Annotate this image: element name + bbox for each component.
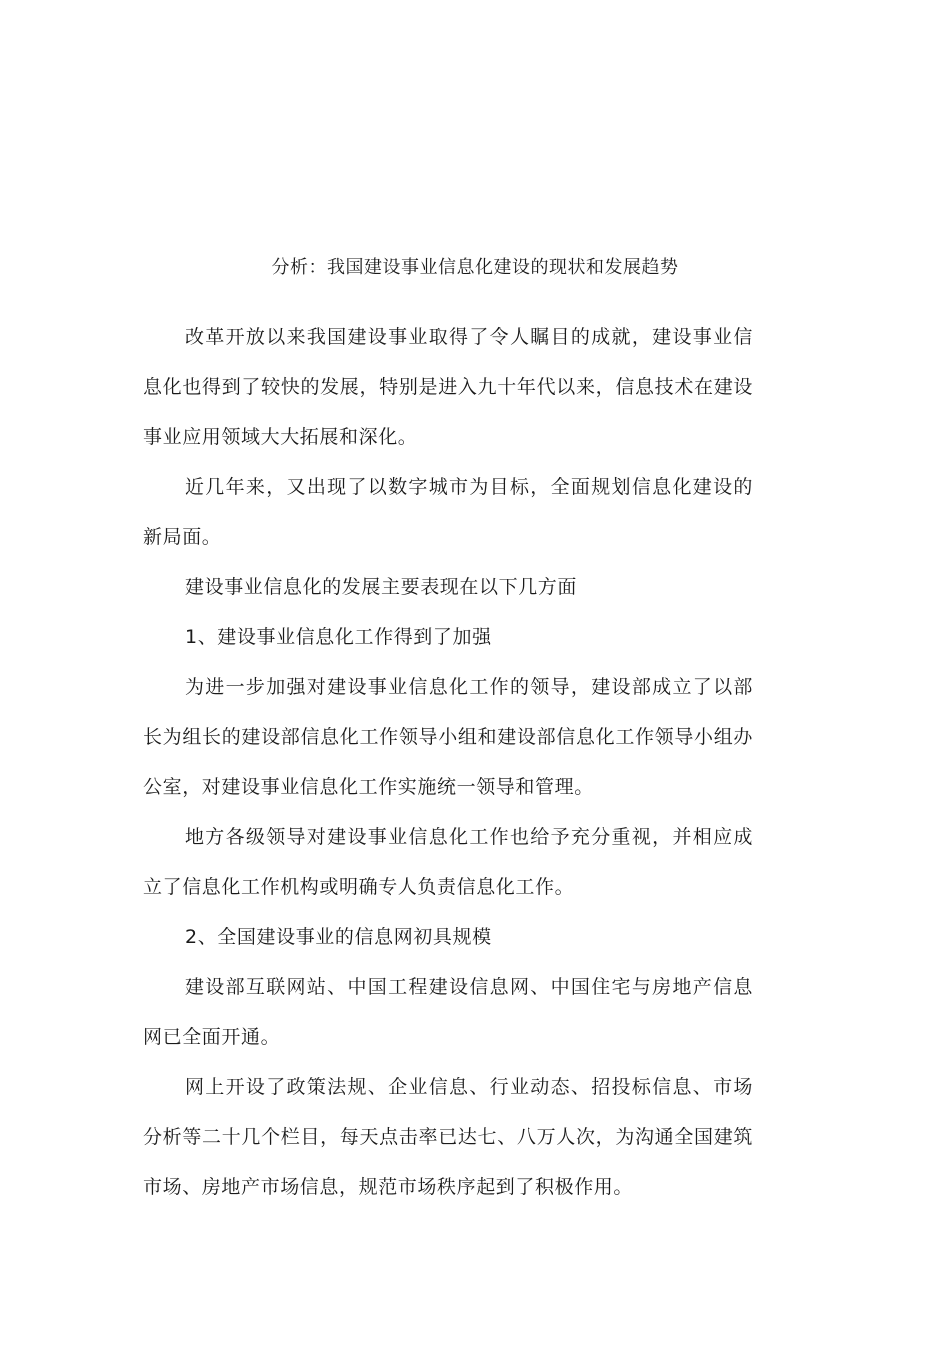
document-title: 分析：我国建设事业信息化建设的现状和发展趋势 — [271, 257, 679, 278]
paragraph-websites-opened: 建设部互联网站、中国工程建设信息网、中国住宅与房地产信息网已全面开通。 — [143, 976, 753, 1048]
paragraph-digital-city: 近几年来，又出现了以数字城市为目标，全面规划信息化建设的新局面。 — [143, 476, 753, 548]
paragraph-leadership-group: 为进一步加强对建设事业信息化工作的领导，建设部成立了以部长为组长的建设部信息化工作领导小组和建设部信息化工作领导小组办公室，对建设事业信息化工作实施统一领导和管理。 — [143, 676, 753, 798]
paragraph-reform-achievements: 改革开放以来我国建设事业取得了令人瞩目的成就，建设事业信息化也得到了较快的发展，特别是进入九十年代以来，信息技术在建设事业应用领域大大拓展和深化。 — [143, 326, 753, 448]
paragraph-local-leadership: 地方各级领导对建设事业信息化工作也给予充分重视，并相应成立了信息化工作机构或明确专人负责信息化工作。 — [143, 826, 753, 898]
section-heading-1: 1、建设事业信息化工作得到了加强 — [185, 626, 492, 648]
paragraph-main-aspects: 建设事业信息化的发展主要表现在以下几方面 — [185, 576, 578, 598]
paragraph-website-columns: 网上开设了政策法规、企业信息、行业动态、招投标信息、市场分析等二十几个栏目，每天点击率已达七、八万人次，为沟通全国建筑市场、房地产市场信息，规范市场秩序起到了积极作用。 — [143, 1076, 753, 1198]
section-heading-2: 2、全国建设事业的信息网初具规模 — [185, 926, 492, 948]
document-body — [143, 312, 753, 1212]
